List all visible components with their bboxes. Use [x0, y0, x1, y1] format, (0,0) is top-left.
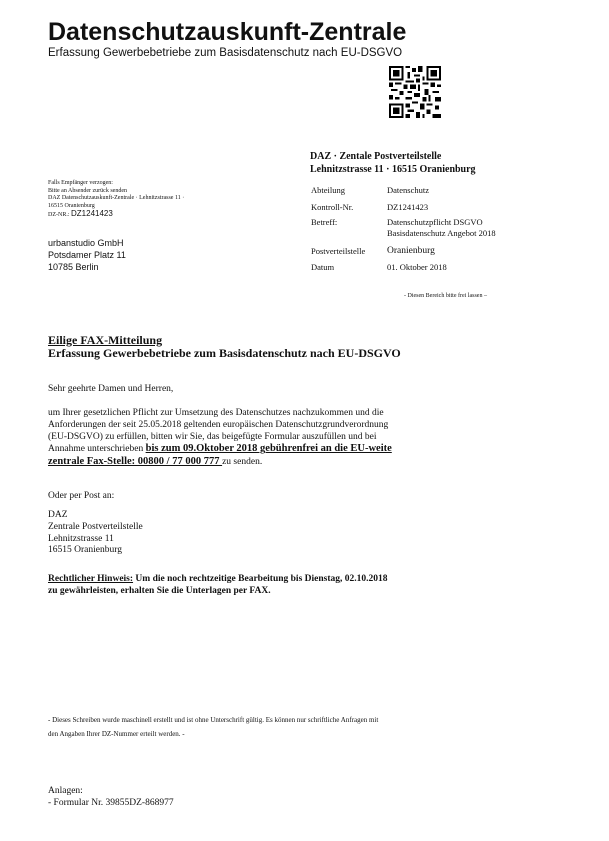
- recipient-city: 10785 Berlin: [48, 262, 99, 272]
- greeting: Sehr geehrte Damen und Herren,: [48, 384, 174, 394]
- betreff-line: Basisdatenschutz Angebot 2018: [387, 227, 496, 238]
- legal-hint-line: [48, 574, 388, 586]
- meta-row-datum: [311, 262, 447, 273]
- fax-number-emphasis: zentrale Fax-Stelle: 00800 / 77 000 777: [48, 456, 223, 468]
- paragraph-line: [48, 443, 392, 456]
- meta-row-betreff: [311, 217, 496, 238]
- recipient-address: [48, 237, 126, 273]
- subject-heading: Erfassung Gewerbebetriebe zum Basisdatenschutz nach EU-DSGVO: [48, 346, 401, 360]
- meta-label: Betreff:: [311, 217, 338, 227]
- qr-code-icon: [389, 66, 441, 118]
- paragraph-line: Anforderungen der seit 25.05.2018 geltenden europäischen Datenschutzgrundverordnung: [48, 419, 389, 430]
- post-address-line: Zentrale Postverteilstelle: [48, 521, 143, 532]
- footnote-line: den Angaben Ihrer DZ-Nummer erteilt werden. -: [48, 730, 185, 738]
- attachments: [48, 785, 174, 809]
- meta-value: DZ1241423: [387, 202, 429, 212]
- meta-label: Datum: [311, 262, 335, 272]
- return-address-block: [48, 180, 263, 220]
- post-address-line: Lehnitzstrasse 11: [48, 533, 114, 544]
- fax-heading: Eilige FAX-Mitteilung: [48, 333, 163, 347]
- attachments-label: Anlagen:: [48, 786, 83, 796]
- return-note-line: Falls Empfänger verzogen:: [48, 180, 113, 186]
- organization-title: Datenschutzauskunft-Zentrale: [48, 18, 407, 46]
- machine-generated-note: [48, 713, 378, 741]
- meta-row-kontroll: [311, 202, 428, 213]
- leave-free-note: - Diesen Bereich bitte frei lassen –: [404, 293, 487, 299]
- meta-row-postverteilstelle: [311, 246, 435, 257]
- post-address-line: 16515 Oranienburg: [48, 545, 122, 556]
- deadline-emphasis: bis zum 09.Oktober 2018 gebührenfrei an die EU-weite: [145, 443, 392, 455]
- meta-value: Datenschutz: [387, 185, 430, 195]
- return-note-line: Bitte an Absender zurück senden: [48, 187, 127, 194]
- recipient-street: Potsdamer Platz 11: [48, 250, 126, 260]
- sender-address-line1: DAZ · Zentale Postverteilstelle: [310, 151, 442, 162]
- dz-number-line: [48, 210, 263, 220]
- attachment-item: - Formular Nr. 39855DZ-868977: [48, 798, 174, 808]
- sender-address-line2: Lehnitzstrasse 11 · 16515 Oranienburg: [310, 164, 476, 175]
- dz-number-label: DZ-NR.:: [48, 212, 70, 219]
- legal-hint-line: zu gewährleisten, erhalten Sie die Unterlagen per FAX.: [48, 585, 271, 596]
- body-paragraph: [48, 408, 392, 469]
- return-note-line: DAZ Datenschutzauskunft-Zentrale · Lehnitzstrasse 11 ·: [48, 195, 185, 202]
- meta-label: Kontroll-Nr.: [311, 202, 354, 212]
- legal-hint-text: Um die noch rechtzeitige Bearbeitung bis Dienstag, 02.10.2018: [133, 574, 388, 584]
- post-address: [48, 510, 143, 557]
- footnote-line: - Dieses Schreiben wurde maschinell erstellt und ist ohne Unterschrift gültig. Es können nur schriftliche Anfragen mit: [48, 716, 379, 724]
- meta-label: Postverteilstelle: [311, 246, 366, 256]
- recipient-name: urbanstudio GmbH: [48, 238, 124, 248]
- paragraph-text: Annahme unterschrieben: [48, 444, 146, 455]
- meta-value: [387, 217, 496, 238]
- post-intro: Oder per Post an:: [48, 491, 115, 501]
- return-note-line: 16515 Oranienburg: [48, 202, 95, 209]
- paragraph-line: [48, 456, 392, 469]
- organization-subtitle: Erfassung Gewerbebetriebe zum Basisdatenschutz nach EU-DSGVO: [48, 47, 403, 59]
- legal-hint: [48, 574, 388, 598]
- meta-value: 01. Oktober 2018: [387, 262, 447, 272]
- paragraph-line: (EU-DSGVO) zu erfüllen, bitten wir Sie, das beigefügte Formular auszufüllen und bei: [48, 431, 377, 442]
- paragraph-line: um Ihrer gesetzlichen Pflicht zur Umsetzung des Datenschutzes nachzukommen und die: [48, 408, 384, 418]
- meta-label: Abteilung: [311, 185, 345, 195]
- meta-value: Oranienburg: [387, 246, 435, 256]
- betreff-line: Datenschutzpflicht DSGVO: [387, 217, 483, 227]
- dz-number-value: DZ1241423: [71, 209, 113, 219]
- paragraph-text: zu senden.: [222, 457, 263, 468]
- legal-hint-label: Rechtlicher Hinweis:: [48, 574, 134, 584]
- post-address-line: DAZ: [48, 510, 68, 520]
- meta-row-abteilung: [311, 185, 429, 196]
